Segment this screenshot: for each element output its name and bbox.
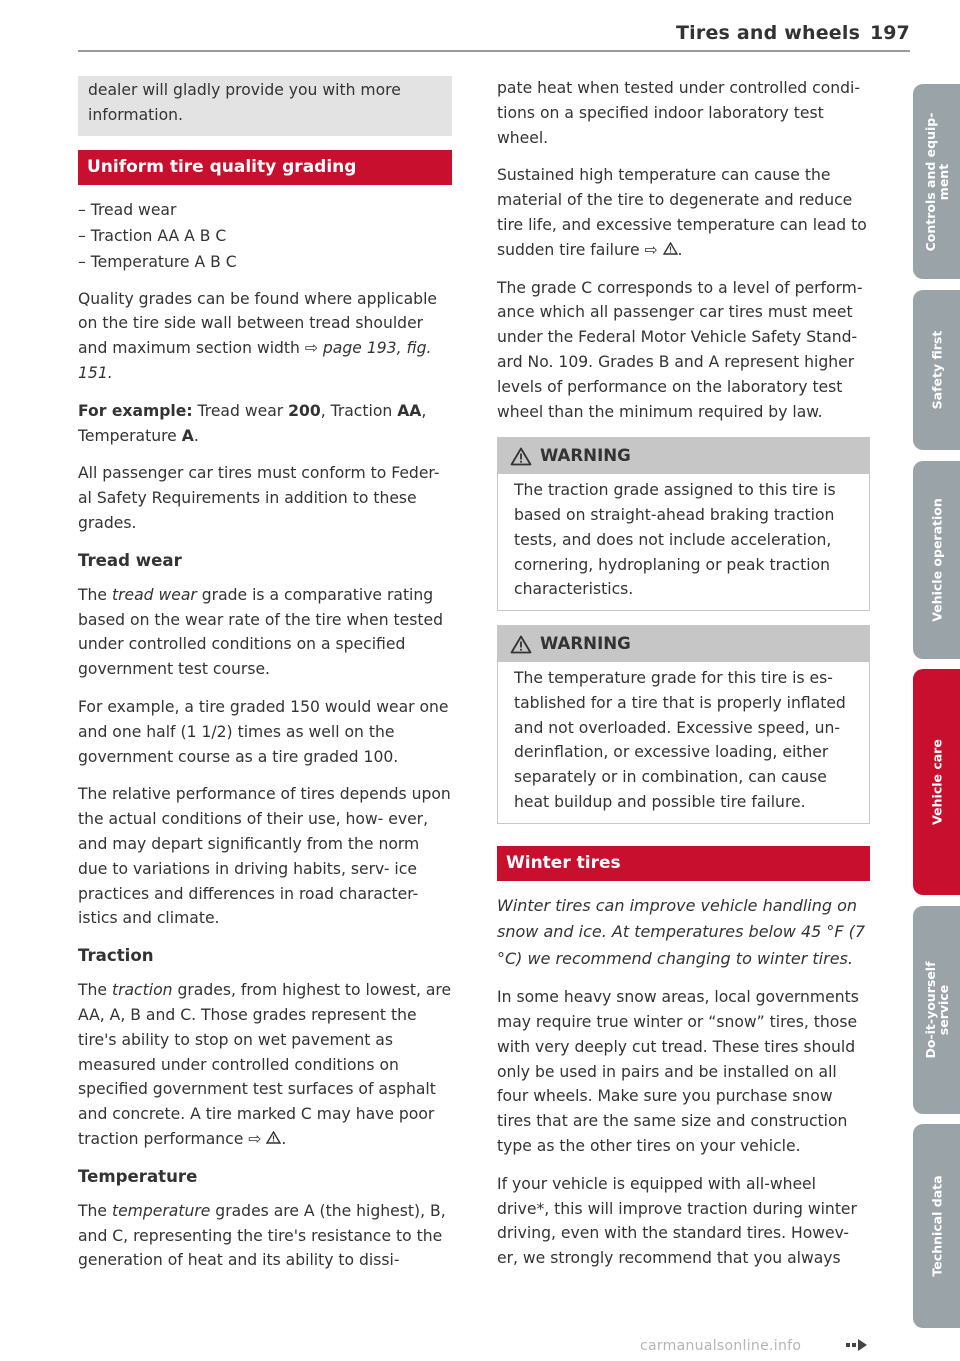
text: , Traction xyxy=(320,401,398,420)
example-label: For example: xyxy=(78,401,193,420)
text: 200 xyxy=(288,401,321,420)
grading-list xyxy=(78,197,452,275)
subheading-traction: Traction xyxy=(78,946,154,966)
tab-label: Vehicle care xyxy=(929,739,944,825)
tab-vehicle-operation[interactable] xyxy=(913,461,960,659)
subheading-tread-wear: Tread wear xyxy=(78,550,182,570)
list-item: – Tread wear xyxy=(78,200,177,219)
text: . xyxy=(281,1129,287,1148)
paragraph xyxy=(78,287,452,386)
warning-header xyxy=(498,626,869,662)
text: AA xyxy=(397,401,422,420)
left-column xyxy=(78,76,452,1286)
tab-label: Do-it-yourself service xyxy=(922,961,951,1059)
warning-triangle-icon xyxy=(510,447,532,466)
warning-ref-icon[interactable] xyxy=(663,241,678,259)
text: grades, from highest to lowest, are AA, A, B and C. Those grades represent the tire's ability to stop on wet pavement as measured under controlled conditions on specified government test surfaces of asphalt and concrete. A tire marked C may have poor traction performance ⇨ xyxy=(78,981,452,1148)
warning-title: WARNING xyxy=(540,446,631,466)
paragraph: pate heat when tested under controlled condi- tions on a specified indoor laboratory test wheel. xyxy=(497,79,861,147)
paragraph: All passenger car tires must conform to Feder- al Safety Requirements in addition to these grades. xyxy=(78,464,440,532)
tab-safety-first[interactable] xyxy=(913,290,960,450)
text: Quality grades can be found where applicable on the tire side wall between tread shoulder and maximum section width xyxy=(78,289,438,358)
paragraph xyxy=(78,583,452,682)
text: grades are A (the highest), B, and C, representing the tire's resistance to the generation of heat and its ability to dissi- xyxy=(78,1201,446,1270)
text: The xyxy=(78,1201,112,1220)
continue-arrow-icon xyxy=(846,1338,868,1352)
paragraph: In some heavy snow areas, local governments may require true winter or “snow” tires, those with very deeply cut tread. These tires should only be used in pairs and be installed on all four wheels. Make sure you purchase snow tires that are the same size and construction type as the other tires on your vehicle. xyxy=(497,988,859,1155)
warning-box-temperature xyxy=(497,625,870,824)
text: tread wear xyxy=(111,585,197,604)
list-item: – Traction AA A B C xyxy=(78,226,227,245)
section-heading-winter-tires: Winter tires xyxy=(497,846,870,881)
tab-label: Safety first xyxy=(929,330,944,410)
header-divider xyxy=(78,50,910,52)
paragraph xyxy=(78,978,452,1152)
text: . xyxy=(677,240,683,259)
text: traction xyxy=(111,981,173,1000)
warning-title: WARNING xyxy=(540,634,631,654)
paragraph: For example, a tire graded 150 would wear one and one half (1 1/2) times as well on the government course as a tire graded 100. xyxy=(78,697,449,766)
tab-label: Vehicle operation xyxy=(929,498,944,622)
text: grade is a comparative rating based on the wear rate of the tire when tested under controlled conditions on a specified government test course. xyxy=(78,585,443,679)
chapter-title: Tires and wheels xyxy=(676,22,861,44)
warning-text: The traction grade assigned to this tire is based on straight-ahead braking traction tests, and does not include acceleration, cornering, hydroplaning or peak traction characteristics. xyxy=(514,481,836,599)
tab-technical-data[interactable] xyxy=(913,1124,960,1328)
lead-paragraph: Winter tires can improve vehicle handling on snow and ice. At temperatures below 45 °F (7 °C) we recommend changing to winter tires. xyxy=(497,895,866,968)
tab-controls-and-equipment[interactable] xyxy=(913,84,960,279)
warning-triangle-icon xyxy=(510,635,532,654)
warning-text: The temperature grade for this tire is es- tablished for a tire that is properly inflated and not overloaded. Excessive speed, un- derinflation, or excessive loading, either separately or in combination, can cause heat buildup and possible tire failure. xyxy=(514,668,846,811)
warning-box-traction xyxy=(497,437,870,611)
tab-vehicle-care[interactable] xyxy=(913,669,960,895)
section-heading-uniform-grading: Uniform tire quality grading xyxy=(78,150,452,185)
text: The xyxy=(78,981,112,1000)
tab-do-it-yourself-service[interactable] xyxy=(913,906,960,1114)
paragraph: If your vehicle is equipped with all-wheel drive*, this will improve traction during winter driving, even with the standard tires. Howev- er, we strongly recommend that you always xyxy=(497,1174,857,1268)
watermark: carmanualsonline.info xyxy=(640,1338,802,1354)
paragraph: The grade C corresponds to a level of perform- ance which all passenger car tires must meet under the Federal Motor Vehicle Safety Stand- ard No. 109. Grades B and A represent higher levels of performance on the laboratory test wheel than the minimum required by law. xyxy=(497,278,863,421)
tab-label: Technical data xyxy=(929,1175,944,1277)
tab-label: Controls and equip- ment xyxy=(922,112,951,251)
page-reference-link[interactable]: ⇨ page 193, fig. 151. xyxy=(78,339,432,382)
right-column xyxy=(497,76,870,1284)
text: , Temperature xyxy=(78,401,427,445)
paragraph: The relative performance of tires depends upon the actual conditions of their use, how- ever, and may depart significantly from the norm due to variations in driving habits, serv- ice practices and differences in road character- istics and climate. xyxy=(78,785,451,928)
text: . xyxy=(193,426,199,445)
subheading-temperature: Temperature xyxy=(78,1166,198,1186)
list-item: – Temperature A B C xyxy=(78,252,237,271)
continued-note-box xyxy=(78,76,452,136)
text: Sustained high temperature can cause the material of the tire to degenerate and reduce tire life, and excessive temperature can lead to sudden tire failure ⇨ xyxy=(497,166,867,259)
text: Tread wear xyxy=(192,401,289,420)
warning-ref-icon[interactable] xyxy=(266,1130,281,1148)
text: temperature xyxy=(111,1201,211,1220)
text: A xyxy=(181,426,194,445)
paragraph xyxy=(497,163,870,262)
paragraph xyxy=(78,1199,452,1273)
example-paragraph xyxy=(78,399,452,449)
intro-text: dealer will gladly provide you with more information. xyxy=(88,81,401,124)
page-number: 197 xyxy=(870,22,910,44)
text: The xyxy=(78,585,112,604)
warning-header xyxy=(498,438,869,474)
